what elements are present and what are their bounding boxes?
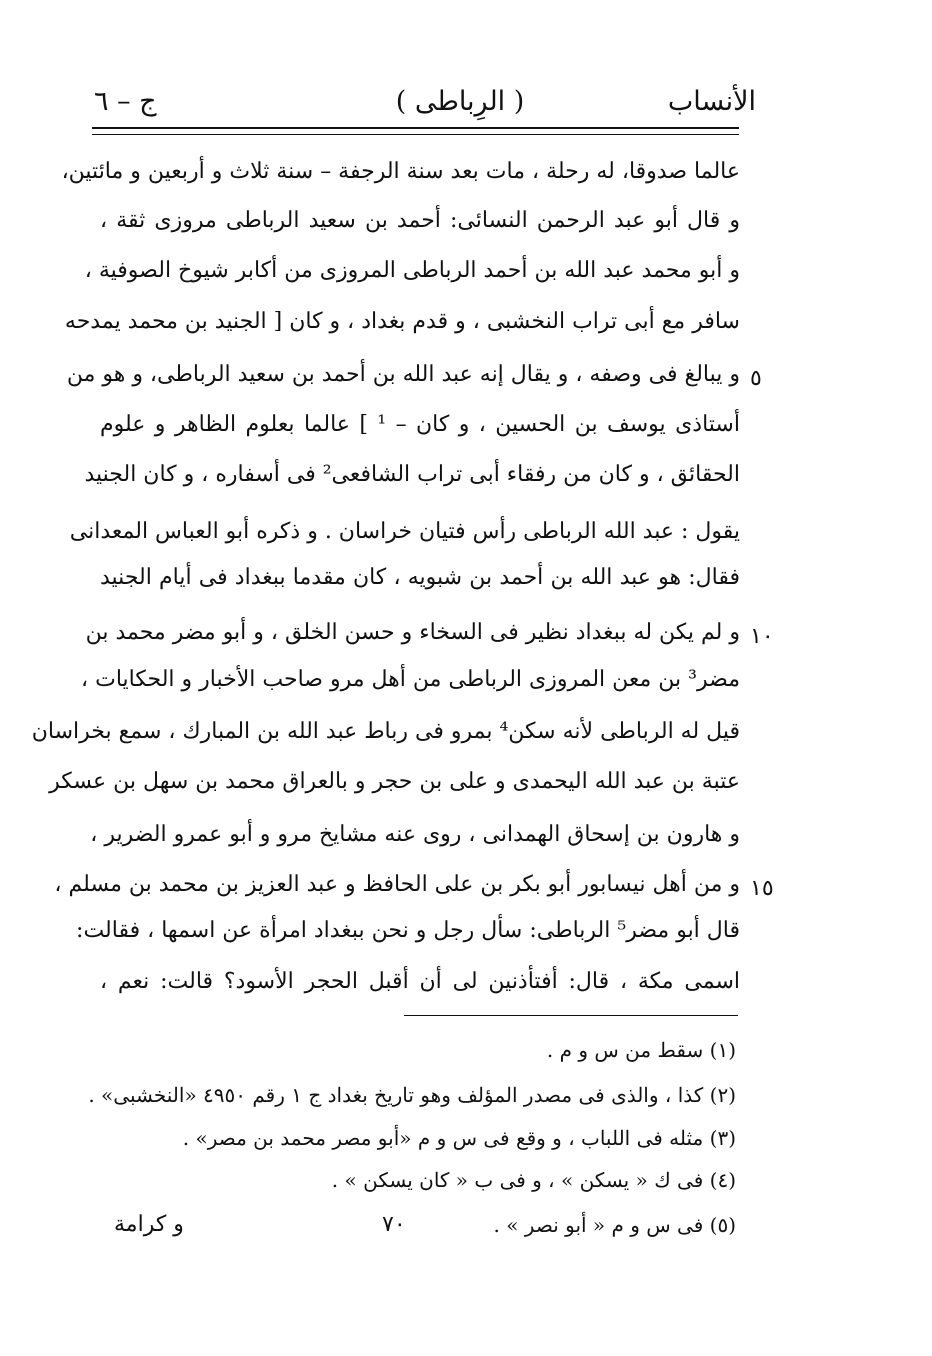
catchword: و كرامة — [114, 1212, 184, 1237]
text-line: قال أبو مضر⁵ الرباطى: سأل رجل و نحن ببغداد امرأة عن اسمها ، فقالت: — [76, 918, 740, 943]
text-line: و لم يكن له ببغداد نظير فى السخاء و حسن الخلق ، و أبو مضر محمد بن — [85, 620, 740, 645]
header-rule-thick — [92, 127, 739, 129]
text-line: الحقائق ، و كان من رفقاء أبى تراب الشافعى² فى أسفاره ، و كان الجنيد — [84, 462, 740, 487]
text-line: أستاذى يوسف بن الحسين ، و كان – ¹ ] عالما بعلوم الظاهر و علوم — [100, 412, 740, 437]
text-line: عتبة بن عبد الله اليحمدى و على بن حجر و بالعراق محمد بن سهل بن عسكر — [49, 769, 740, 794]
text-line: اسمى مكة ، قال: أفتأذنين لى أن أقبل الحجر الأسود؟ قالت: نعم ، — [100, 969, 740, 994]
page-number: ٧٠ — [382, 1212, 406, 1237]
text-line: سافر مع أبى تراب النخشبى ، و قدم بغداد ، و كان [ الجنيد بن محمد يمدحه — [64, 309, 740, 334]
text-line: يقول : عبد الله الرباطى رأس فتيان خراسان . و ذكره أبو العباس المعدانى — [69, 519, 740, 544]
text-line: و قال أبو عبد الرحمن النسائى: أحمد بن سعيد الرباطى مروزى ثقة ، — [100, 208, 740, 233]
line-number: ١٠ — [750, 624, 774, 649]
running-header-entry: ( الرِباطى ) — [395, 86, 525, 117]
text-line: مضر³ بن معن المروزى الرباطى من أهل مرو صاحب الأخبار و الحكايات ، — [81, 667, 740, 692]
footnote: (٣) مثله فى اللباب ، و وقع فى س و م «أبو مصر محمد بن مصر» . — [182, 1126, 736, 1150]
text-line: قيل له الرباطى لأنه سكن⁴ بمرو فى رباط عبد الله بن المبارك ، سمع بخراسان — [31, 719, 740, 744]
footnote: (٤) فى ك « يسكن » ، و فى ب « كان يسكن » . — [331, 1168, 736, 1192]
header-rule-thin — [92, 134, 739, 135]
text-line: و أبو محمد عبد الله بن أحمد الرباطى المروزى من أكابر شيوخ الصوفية ، — [84, 258, 740, 283]
line-number: ٥ — [750, 366, 762, 391]
text-line: و يبالغ فى وصفه ، و يقال إنه عبد الله بن أحمد بن سعيد الرباطى، و هو من — [66, 362, 740, 387]
text-line: و هارون بن إسحاق الهمدانى ، روى عنه مشايخ مرو و أبو عمرو الضرير ، — [90, 822, 740, 847]
footnote-rule — [404, 1015, 738, 1016]
footnote: (٢) كذا ، والذى فى مصدر المؤلف وهو تاريخ بغداد ج ١ رقم ٤٩٥٠ «النخشبى» . — [88, 1083, 736, 1107]
running-header-title: الأنساب — [667, 86, 756, 117]
text-line: و من أهل نيسابور أبو بكر بن على الحافظ و عبد العزيز بن محمد بن مسلم ، — [54, 872, 740, 897]
line-number: ١٥ — [750, 876, 774, 901]
running-header-volume: ج – ٦ — [94, 86, 157, 117]
text-line: فقال: هو عبد الله بن أحمد بن شبويه ، كان مقدما ببغداد فى أيام الجنيد — [100, 565, 740, 590]
text-line: عالما صدوقا، له رحلة ، مات بعد سنة الرجفة – سنة ثلاث و أربعين و مائتين، — [61, 159, 740, 184]
footnote: (١) سقط من س و م . — [546, 1038, 736, 1062]
footnote: (٥) فى س و م « أبو نصر » . — [493, 1213, 736, 1237]
